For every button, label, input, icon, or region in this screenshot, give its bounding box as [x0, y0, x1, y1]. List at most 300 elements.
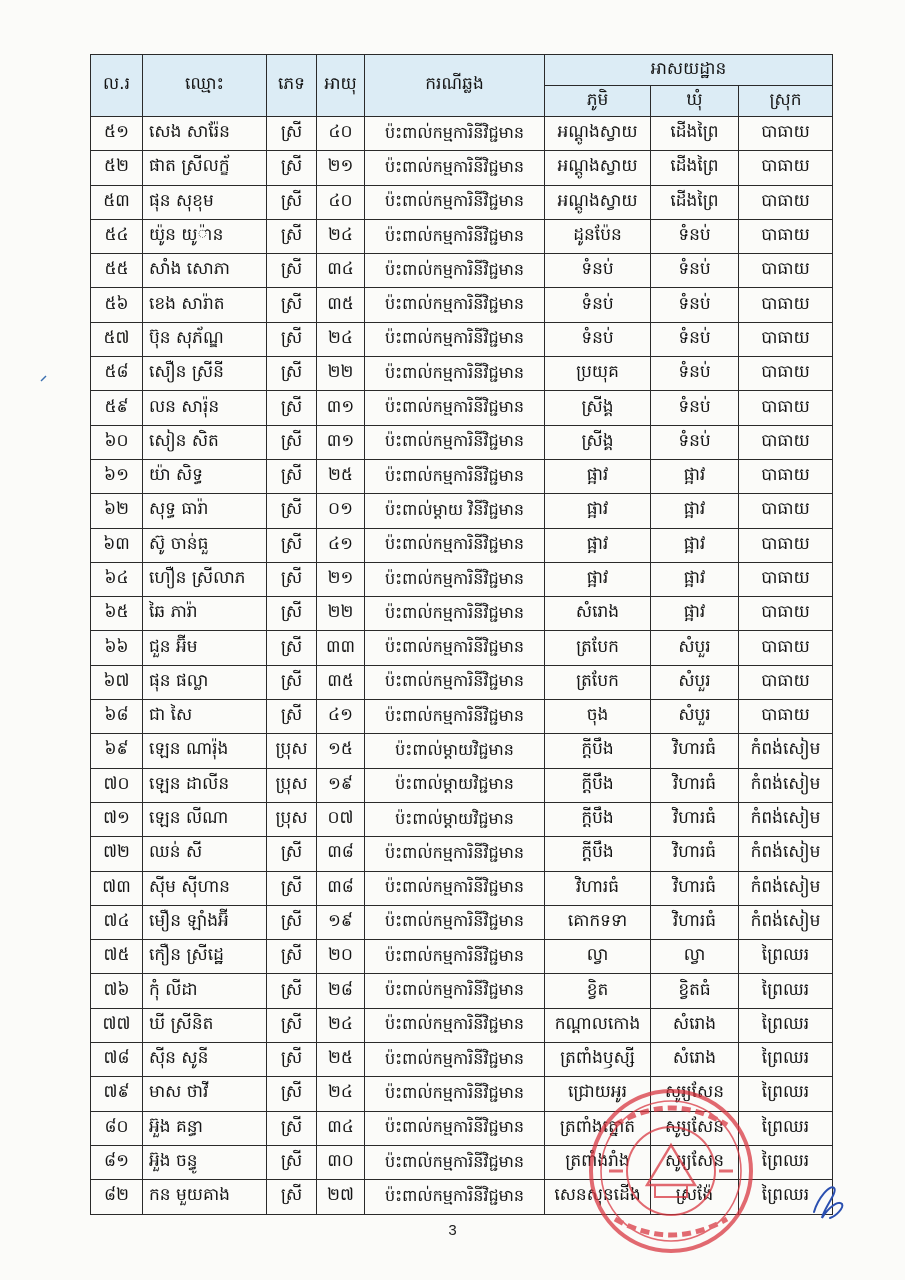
header-village: ភូមិ	[545, 86, 651, 117]
patient-sex: ស្រី	[267, 700, 317, 734]
patient-name: កុំ លីដា	[143, 974, 267, 1008]
address-district: បាធាយ	[739, 117, 833, 151]
address-commune: ទំនប់	[651, 219, 739, 253]
patient-name: សៀន សិត	[143, 425, 267, 459]
row-number: ៦១	[91, 459, 143, 493]
patient-age: ២៨	[317, 974, 365, 1008]
address-district: បាធាយ	[739, 700, 833, 734]
address-village: ទំនប់	[545, 254, 651, 288]
table-row	[91, 1145, 833, 1179]
table-row	[91, 219, 833, 253]
address-commune: ទំនប់	[651, 391, 739, 425]
address-district: ព្រៃឈរ	[739, 974, 833, 1008]
patient-age: ៣៤	[317, 1111, 365, 1145]
patient-sex: ស្រី	[267, 151, 317, 185]
address-district: កំពង់សៀម	[739, 837, 833, 871]
row-number: ៦២	[91, 494, 143, 528]
table-row	[91, 1077, 833, 1111]
patient-age: ៣១	[317, 425, 365, 459]
address-commune: ទំនប់	[651, 425, 739, 459]
row-number: ៦៥	[91, 597, 143, 631]
row-number: ៥៩	[91, 391, 143, 425]
patient-sex: ស្រី	[267, 940, 317, 974]
patient-name: ជួន អ៊ីម	[143, 631, 267, 665]
address-commune: ស្រង៉ែ	[651, 1180, 739, 1214]
address-village: ត្រពាំងឫស្សី	[545, 1043, 651, 1077]
patient-name: ហឿន ស្រីលាភ	[143, 562, 267, 596]
infection-case: ប៉ះពាល់កម្មការិនីវិជ្ជមាន	[365, 117, 545, 151]
row-number: ៧៣	[91, 871, 143, 905]
address-village: កណ្តាលកោង	[545, 1008, 651, 1042]
table-row	[91, 288, 833, 322]
address-commune: ដើងព្រៃ	[651, 117, 739, 151]
infection-case: ប៉ះពាល់កម្មការិនីវិជ្ជមាន	[365, 871, 545, 905]
table-row	[91, 425, 833, 459]
patient-sex: ស្រី	[267, 185, 317, 219]
address-village: ចុង	[545, 700, 651, 734]
infection-case: ប៉ះពាល់កម្មការិនីវិជ្ជមាន	[365, 391, 545, 425]
row-number: ៦០	[91, 425, 143, 459]
row-number: ៥៤	[91, 219, 143, 253]
table-row	[91, 322, 833, 356]
infection-case: ប៉ះពាល់កម្មការិនីវិជ្ជមាន	[365, 837, 545, 871]
infection-case: ប៉ះពាល់កម្មការិនីវិជ្ជមាន	[365, 1077, 545, 1111]
table-row	[91, 940, 833, 974]
address-district: បាធាយ	[739, 631, 833, 665]
patient-sex: ស្រី	[267, 974, 317, 1008]
patient-sex: ស្រី	[267, 117, 317, 151]
patient-sex: ស្រី	[267, 1111, 317, 1145]
patient-age: ២១	[317, 562, 365, 596]
patient-name: ឆៃ ភារ៉ា	[143, 597, 267, 631]
infection-case: ប៉ះពាល់កម្មការិនីវិជ្ជមាន	[365, 974, 545, 1008]
address-village: ក្តីបឹង	[545, 837, 651, 871]
address-district: ព្រៃឈរ	[739, 1180, 833, 1214]
table-body	[91, 117, 833, 1215]
address-village: អណ្តូងស្វាយ	[545, 185, 651, 219]
address-district: បាធាយ	[739, 254, 833, 288]
patient-name: អ៊ួង គន្ធា	[143, 1111, 267, 1145]
patient-sex: ស្រី	[267, 219, 317, 253]
address-district: បាធាយ	[739, 322, 833, 356]
address-commune: ទំនប់	[651, 254, 739, 288]
address-district: បាធាយ	[739, 185, 833, 219]
address-village: សំរោង	[545, 597, 651, 631]
row-number: ៦៦	[91, 631, 143, 665]
row-number: ៦៨	[91, 700, 143, 734]
address-commune: វិហារធំ	[651, 905, 739, 939]
patient-name: មាស ថាវី	[143, 1077, 267, 1111]
patient-sex: ស្រី	[267, 322, 317, 356]
address-village: ត្របែក	[545, 665, 651, 699]
patient-age: ៤១	[317, 700, 365, 734]
patient-name: សាំង សោភា	[143, 254, 267, 288]
row-number: ៨២	[91, 1180, 143, 1214]
address-district: បាធាយ	[739, 597, 833, 631]
patient-name: ស៊ីម ស៊ីហាន	[143, 871, 267, 905]
patient-name: ផាត ស្រីលក្ខ័	[143, 151, 267, 185]
table-row	[91, 459, 833, 493]
address-district: បាធាយ	[739, 357, 833, 391]
address-commune: ដើងព្រៃ	[651, 151, 739, 185]
table-row	[91, 1008, 833, 1042]
address-village: ដូនប៉ែន	[545, 219, 651, 253]
table-row	[91, 357, 833, 391]
address-commune: សំបួរ	[651, 665, 739, 699]
row-number: ៦៩	[91, 734, 143, 768]
patient-name: ឡេន លីណា	[143, 802, 267, 836]
patient-name: លន សារ៉ុន	[143, 391, 267, 425]
patient-age: ០១	[317, 494, 365, 528]
patient-sex: ស្រី	[267, 288, 317, 322]
infection-case: ប៉ះពាល់កម្មការិនីវិជ្ជមាន	[365, 151, 545, 185]
table-row	[91, 185, 833, 219]
patient-sex: ស្រី	[267, 1008, 317, 1042]
row-number: ៧៤	[91, 905, 143, 939]
row-number: ៥២	[91, 151, 143, 185]
address-village: ត្របែក	[545, 631, 651, 665]
address-district: ព្រៃឈរ	[739, 940, 833, 974]
address-district: បាធាយ	[739, 528, 833, 562]
address-village: គោកទទា	[545, 905, 651, 939]
patient-name: សុទ្ធ ធារ៉ា	[143, 494, 267, 528]
address-commune: ផ្អាវ	[651, 459, 739, 493]
patient-age: ៣៥	[317, 288, 365, 322]
table-row	[91, 837, 833, 871]
address-village: ទំនប់	[545, 288, 651, 322]
patient-age: ៣៨	[317, 871, 365, 905]
patient-age: ៤០	[317, 185, 365, 219]
patient-name: ឈន់ សី	[143, 837, 267, 871]
address-district: កំពង់សៀម	[739, 802, 833, 836]
patient-name: សឿន ស្រីនី	[143, 357, 267, 391]
address-district: បាធាយ	[739, 459, 833, 493]
infection-case: ប៉ះពាល់កម្មការិនីវិជ្ជមាន	[365, 665, 545, 699]
address-district: បាធាយ	[739, 391, 833, 425]
table-row	[91, 700, 833, 734]
patient-age: ៤០	[317, 117, 365, 151]
row-number: ៥៥	[91, 254, 143, 288]
patient-age: ២៤	[317, 322, 365, 356]
address-village: ផ្អាវ	[545, 562, 651, 596]
table-row	[91, 528, 833, 562]
margin-ink-mark	[40, 374, 48, 382]
patient-sex: ស្រី	[267, 494, 317, 528]
address-village: ផ្អាវ	[545, 459, 651, 493]
address-district: បាធាយ	[739, 288, 833, 322]
infection-case: ប៉ះពាល់កម្មការិនីវិជ្ជមាន	[365, 1008, 545, 1042]
patient-sex: ស្រី	[267, 665, 317, 699]
address-village: ស្រីង្គ	[545, 391, 651, 425]
patient-sex: ស្រី	[267, 1145, 317, 1179]
address-village: ល្វា	[545, 940, 651, 974]
patient-name: មឿន ឡាំងអ៊ី	[143, 905, 267, 939]
infection-case: ប៉ះពាល់កម្មការិនីវិជ្ជមាន	[365, 905, 545, 939]
patient-sex: ស្រី	[267, 871, 317, 905]
address-village: ក្តីបឹង	[545, 802, 651, 836]
address-district: ព្រៃឈរ	[739, 1043, 833, 1077]
patient-sex: ស្រី	[267, 837, 317, 871]
patient-name: ស៊ូ ចាន់ធួ	[143, 528, 267, 562]
address-commune: ទំនប់	[651, 357, 739, 391]
header-case: ករណីឆ្លង	[365, 55, 545, 117]
patient-age: ៣០	[317, 1145, 365, 1179]
address-village: វិហារធំ	[545, 871, 651, 905]
address-commune: ផ្អាវ	[651, 528, 739, 562]
header-age: អាយុ	[317, 55, 365, 117]
patient-age: ៤១	[317, 528, 365, 562]
address-district: កំពង់សៀម	[739, 768, 833, 802]
patient-name: ឡេន ដាលីន	[143, 768, 267, 802]
address-district: ព្រៃឈរ	[739, 1008, 833, 1042]
table-row	[91, 254, 833, 288]
infection-case: ប៉ះពាល់កម្មការិនីវិជ្ជមាន	[365, 459, 545, 493]
table-row	[91, 1111, 833, 1145]
patient-sex: ស្រី	[267, 254, 317, 288]
address-district: ព្រៃឈរ	[739, 1111, 833, 1145]
patient-age: ២២	[317, 597, 365, 631]
address-commune: វិហារធំ	[651, 768, 739, 802]
patient-sex: ស្រី	[267, 597, 317, 631]
patient-name: យ៉ា សិទ្ធ	[143, 459, 267, 493]
patient-name: អ៊ួង ចន្ធូ	[143, 1145, 267, 1179]
infection-case: ប៉ះពាល់ម្តាយវិជ្ជមាន	[365, 768, 545, 802]
patient-sex: ប្រុស	[267, 768, 317, 802]
patient-sex: ស្រី	[267, 459, 317, 493]
address-commune: ផ្អាវ	[651, 494, 739, 528]
patient-sex: ប្រុស	[267, 734, 317, 768]
header-no: ល.រ	[91, 55, 143, 117]
address-district: កំពង់សៀម	[739, 905, 833, 939]
row-number: ៥១	[91, 117, 143, 151]
patient-age: ២៥	[317, 459, 365, 493]
infection-case: ប៉ះពាល់កម្មការិនីវិជ្ជមាន	[365, 631, 545, 665]
infection-case: ប៉ះពាល់កម្មការិនីវិជ្ជមាន	[365, 1043, 545, 1077]
infection-case: ប៉ះពាល់កម្មការិនីវិជ្ជមាន	[365, 254, 545, 288]
address-commune: វិហារធំ	[651, 802, 739, 836]
infection-case: ប៉ះពាល់កម្មការិនីវិជ្ជមាន	[365, 597, 545, 631]
header-commune: ឃុំ	[651, 86, 739, 117]
patient-sex: ស្រី	[267, 528, 317, 562]
address-village: ទំនប់	[545, 322, 651, 356]
row-number: ៧៨	[91, 1043, 143, 1077]
address-commune: ទំនប់	[651, 288, 739, 322]
infection-case: ប៉ះពាល់ម្តាយ វិនីវិជ្ជមាន	[365, 494, 545, 528]
infection-case: ប៉ះពាល់កម្មការិនីវិជ្ជមាន	[365, 1145, 545, 1179]
table-row	[91, 151, 833, 185]
address-village: ក្តីបឹង	[545, 734, 651, 768]
address-village: ប្រយុគ	[545, 357, 651, 391]
patient-name: សេង សារ៉ែន	[143, 117, 267, 151]
patient-age: ៣៨	[317, 837, 365, 871]
row-number: ៥៣	[91, 185, 143, 219]
patient-name: ស៊ីន សូនី	[143, 1043, 267, 1077]
row-number: ៧០	[91, 768, 143, 802]
patient-age: ២៤	[317, 1008, 365, 1042]
address-commune: ដើងព្រៃ	[651, 185, 739, 219]
table-row	[91, 117, 833, 151]
infection-case: ប៉ះពាល់ម្តាយវិជ្ជមាន	[365, 734, 545, 768]
patient-age: ១៩	[317, 768, 365, 802]
address-commune: ទំនប់	[651, 322, 739, 356]
address-district: បាធាយ	[739, 665, 833, 699]
address-commune: សូរ្យសែន	[651, 1145, 739, 1179]
patient-age: ៣៥	[317, 665, 365, 699]
address-village: ផ្អាវ	[545, 494, 651, 528]
table-row	[91, 768, 833, 802]
address-district: បាធាយ	[739, 562, 833, 596]
infection-case: ប៉ះពាល់កម្មការិនីវិជ្ជមាន	[365, 1111, 545, 1145]
header-address: អាសយដ្ឋាន	[545, 55, 833, 86]
patient-name: ឡេន ណារ៉ុង	[143, 734, 267, 768]
address-village: អណ្តូងស្វាយ	[545, 151, 651, 185]
patient-age: ២១	[317, 151, 365, 185]
row-number: ៧២	[91, 837, 143, 871]
address-district: បាធាយ	[739, 151, 833, 185]
address-commune: ផ្អាវ	[651, 597, 739, 631]
infection-case: ប៉ះពាល់កម្មការិនីវិជ្ជមាន	[365, 288, 545, 322]
patient-sex: ស្រី	[267, 905, 317, 939]
patient-name: ជា សៃ	[143, 700, 267, 734]
patient-name: ខេង សារ៉ាត	[143, 288, 267, 322]
row-number: ៧៦	[91, 974, 143, 1008]
infection-case: ប៉ះពាល់កម្មការិនីវិជ្ជមាន	[365, 425, 545, 459]
address-commune: ល្វា	[651, 940, 739, 974]
address-district: បាធាយ	[739, 425, 833, 459]
row-number: ៧៥	[91, 940, 143, 974]
infection-case: ប៉ះពាល់កម្មការិនីវិជ្ជមាន	[365, 219, 545, 253]
table-row	[91, 871, 833, 905]
infection-case: ប៉ះពាល់កម្មការិនីវិជ្ជមាន	[365, 1180, 545, 1214]
table-row	[91, 905, 833, 939]
address-district: កំពង់សៀម	[739, 734, 833, 768]
address-commune: ខ្វិតធំ	[651, 974, 739, 1008]
row-number: ៦៣	[91, 528, 143, 562]
header-district: ស្រុក	[739, 86, 833, 117]
address-village: ត្រពាំងត្នោត	[545, 1111, 651, 1145]
patient-name: កន មួយគាង	[143, 1180, 267, 1214]
patient-age: ៣១	[317, 391, 365, 425]
address-commune: សូរ្យសែន	[651, 1111, 739, 1145]
patient-sex: ស្រី	[267, 631, 317, 665]
row-number: ៧៩	[91, 1077, 143, 1111]
patient-age: ០៧	[317, 802, 365, 836]
patient-name: យ៉ូន យូ៉ាន	[143, 219, 267, 253]
address-commune: សំរោង	[651, 1043, 739, 1077]
patient-sex: ស្រី	[267, 1180, 317, 1214]
patient-name: ផុន សុខុម	[143, 185, 267, 219]
address-commune: សំរោង	[651, 1008, 739, 1042]
patient-sex: ស្រី	[267, 425, 317, 459]
row-number: ៥៧	[91, 322, 143, 356]
address-district: បាធាយ	[739, 494, 833, 528]
table-row	[91, 631, 833, 665]
patient-age: ២៥	[317, 1043, 365, 1077]
patient-name: កឿន ស្រីដ្ឋេ	[143, 940, 267, 974]
table-row	[91, 665, 833, 699]
patient-roster-table	[90, 54, 833, 1215]
patient-sex: ស្រី	[267, 1043, 317, 1077]
infection-case: ប៉ះពាល់កម្មការិនីវិជ្ជមាន	[365, 562, 545, 596]
address-commune: សំបួរ	[651, 700, 739, 734]
address-village: ខ្វិត	[545, 974, 651, 1008]
patient-sex: ស្រី	[267, 357, 317, 391]
table-row	[91, 494, 833, 528]
address-commune: វិហារធំ	[651, 871, 739, 905]
row-number: ៨០	[91, 1111, 143, 1145]
address-village: ក្តីបឹង	[545, 768, 651, 802]
row-number: ៦៤	[91, 562, 143, 596]
address-village: អណ្តូងស្វាយ	[545, 117, 651, 151]
patient-name: ប៊ុន សុភ័ណ្ឌ	[143, 322, 267, 356]
address-commune: សំបួរ	[651, 631, 739, 665]
row-number: ៥៦	[91, 288, 143, 322]
infection-case: ប៉ះពាល់កម្មការិនីវិជ្ជមាន	[365, 700, 545, 734]
patient-sex: ប្រុស	[267, 802, 317, 836]
patient-age: ១៩	[317, 905, 365, 939]
infection-case: ប៉ះពាល់កម្មការិនីវិជ្ជមាន	[365, 940, 545, 974]
infection-case: ប៉ះពាល់កម្មការិនីវិជ្ជមាន	[365, 322, 545, 356]
table-row	[91, 1043, 833, 1077]
patient-age: ៣៤	[317, 254, 365, 288]
patient-age: ២៤	[317, 219, 365, 253]
address-commune: ផ្អាវ	[651, 562, 739, 596]
address-village: ផ្អាវ	[545, 528, 651, 562]
address-village: ត្រពាំងរាំង	[545, 1145, 651, 1179]
address-district: កំពង់សៀម	[739, 871, 833, 905]
address-village: ស្រីង្គ	[545, 425, 651, 459]
patient-age: ២០	[317, 940, 365, 974]
table-row	[91, 391, 833, 425]
table-row	[91, 974, 833, 1008]
patient-age: ១៥	[317, 734, 365, 768]
infection-case: ប៉ះពាល់កម្មការិនីវិជ្ជមាន	[365, 528, 545, 562]
patient-name: ឃី ស្រីនិត	[143, 1008, 267, 1042]
table-row	[91, 1180, 833, 1214]
table-row	[91, 597, 833, 631]
patient-age: ២៧	[317, 1180, 365, 1214]
patient-sex: ស្រី	[267, 391, 317, 425]
table-row	[91, 562, 833, 596]
address-commune: វិហារធំ	[651, 734, 739, 768]
address-commune: វិហារធំ	[651, 837, 739, 871]
table-row	[91, 802, 833, 836]
row-number: ៧១	[91, 802, 143, 836]
infection-case: ប៉ះពាល់កម្មការិនីវិជ្ជមាន	[365, 185, 545, 219]
row-number: ៥៨	[91, 357, 143, 391]
patient-age: ២២	[317, 357, 365, 391]
row-number: ៨១	[91, 1145, 143, 1179]
address-district: ព្រៃឈរ	[739, 1077, 833, 1111]
header-name: ឈ្មោះ	[143, 55, 267, 117]
table-row	[91, 734, 833, 768]
table-header	[91, 55, 833, 117]
patient-age: ២៤	[317, 1077, 365, 1111]
address-village: ជ្រោយអូរ	[545, 1077, 651, 1111]
address-commune: សូរ្យសែន	[651, 1077, 739, 1111]
infection-case: ប៉ះពាល់ម្តាយវិជ្ជមាន	[365, 802, 545, 836]
address-village: សេនសុនដើង	[545, 1180, 651, 1214]
header-sex: ភេទ	[267, 55, 317, 117]
infection-case: ប៉ះពាល់កម្មការិនីវិជ្ជមាន	[365, 357, 545, 391]
patient-name: ផុន ផល្លា	[143, 665, 267, 699]
row-number: ៧៧	[91, 1008, 143, 1042]
address-district: បាធាយ	[739, 219, 833, 253]
address-district: ព្រៃឈរ	[739, 1145, 833, 1179]
patient-age: ៣៣	[317, 631, 365, 665]
patient-sex: ស្រី	[267, 562, 317, 596]
page-number: 3	[448, 1222, 457, 1239]
